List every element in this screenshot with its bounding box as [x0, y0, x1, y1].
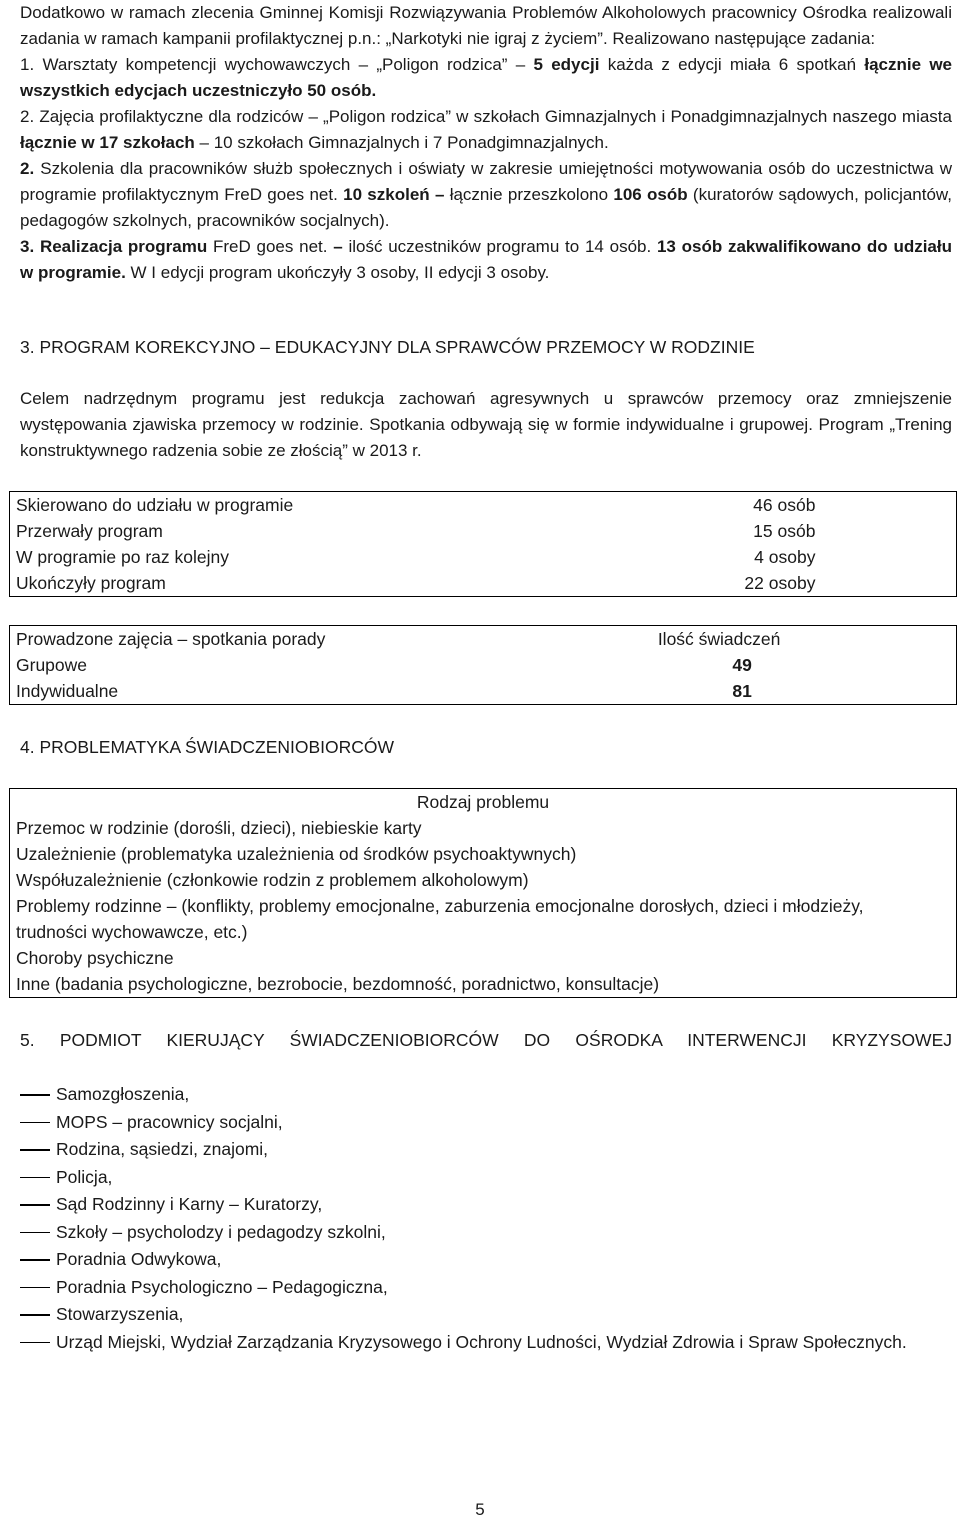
table-row [10, 893, 957, 945]
list-item [20, 1246, 952, 1274]
table-row [10, 945, 957, 971]
section-4-heading: 4. PROBLEMATYKA ŚWIADCZENIOBIORCÓW [20, 737, 395, 757]
dash-bullet-icon [20, 1232, 50, 1234]
problems-table [9, 788, 957, 998]
dash-bullet-icon [20, 1177, 50, 1179]
table-row [10, 815, 957, 841]
stat-label: Ukończyły program [10, 570, 716, 597]
list-item-text: Samozgłoszenia, [56, 1084, 190, 1104]
list-item [20, 1081, 952, 1109]
section-5-heading: 5. PODMIOT KIERUJĄCY ŚWIADCZENIOBIORCÓW DO OŚRODKA INTERWENCJI KRYZYSOWEJ [20, 1030, 952, 1050]
item-bold: łącznie w 17 szkołach [20, 133, 195, 152]
list-item-text: Sąd Rodzinny i Karny – Kuratorzy, [56, 1194, 323, 1214]
section-3-paragraph: Celem nadrzędnym programu jest redukcja zachowań agresywnych u sprawców przemocy oraz zmniejszenie występowania zjawiska przemocy w rodzinie. Spotkania odbywają się w formie indywidualne i grupowej. Program „Trening konstruktywnego radzenia sobie ze złością” w 2013 r. [20, 389, 952, 460]
item-text: (kuratorów sądowych, policjantów, pedagogów szkolnych, pracowników socjalnych). [20, 185, 952, 230]
intro-section [20, 0, 952, 286]
list-item-text: Rodzina, sąsiedzi, znajomi, [56, 1139, 269, 1159]
section-3-heading: 3. PROGRAM KOREKCYJNO – EDUKACYJNY DLA SPRAWCÓW PRZEMOCY W RODZINIE [20, 337, 755, 357]
stat-value-text: 46 osób [753, 495, 816, 515]
list-item-text: Stowarzyszenia, [56, 1304, 184, 1324]
intro-item-4 [20, 234, 952, 286]
list-item [20, 1191, 952, 1219]
stat-value [715, 544, 956, 570]
item-text: Warsztaty kompetencji wychowawczych – „Poligon rodzica” – [34, 55, 534, 74]
item-number: 2. [20, 107, 35, 126]
item-bold: 10 szkoleń – [343, 185, 445, 204]
problem-cell: Przemoc w rodzinie (dorośli, dzieci), niebieskie karty [10, 815, 957, 841]
dash-bullet-icon [20, 1342, 50, 1344]
column-header-problem-type: Rodzaj problemu [10, 789, 957, 816]
stat-label: W programie po raz kolejny [10, 544, 716, 570]
stat-label: Skierowano do udziału w programie [10, 492, 716, 519]
item-bold: – [333, 237, 343, 256]
item-bold: łącznie we wszystkich edycjach uczestniczyło 50 osób. [20, 55, 952, 100]
intro-item-3 [20, 156, 952, 234]
column-header-sessions: Prowadzone zajęcia – spotkania porady [10, 626, 652, 653]
list-item [20, 1219, 952, 1247]
session-type: Grupowe [10, 652, 652, 678]
item-bold: 13 osób zakwalifikowano do udziału w programie. [20, 237, 952, 282]
session-count [652, 652, 957, 678]
list-item [20, 1274, 952, 1302]
stat-value [715, 492, 956, 519]
table-row [10, 570, 957, 597]
column-header-count: Ilość świadczeń [652, 626, 957, 653]
list-item-text: MOPS – pracownicy socjalni, [56, 1111, 283, 1132]
list-item-text: Szkoły – psycholodzy i pedagodzy szkolni, [56, 1221, 386, 1242]
item-text: W I edycji program ukończyły 3 osoby, II edycji 3 osoby. [125, 263, 550, 282]
dash-bullet-icon [20, 1314, 50, 1316]
stat-value-text: 15 osób [753, 521, 816, 541]
session-type: Indywidualne [10, 678, 652, 705]
item-bold: 106 osób [613, 185, 688, 204]
stat-value [715, 518, 956, 544]
dash-bullet-icon [20, 1204, 50, 1206]
table-header-row [10, 789, 957, 816]
item-bold: 5 edycji [533, 55, 600, 74]
stat-value [715, 570, 956, 597]
table-row [10, 841, 957, 867]
list-item-text: Urząd Miejski, Wydział Zarządzania Kryzysowego i Ochrony Ludności, Wydział Zdrowia i Spraw Społecznych. [56, 1331, 907, 1352]
item-bold: Realizacja programu [39, 237, 208, 256]
list-item [20, 1109, 952, 1137]
page-number: 5 [475, 1500, 485, 1519]
item-number: 1. [20, 55, 35, 74]
table-row [10, 652, 957, 678]
table-row [10, 544, 957, 570]
intro-paragraph: Dodatkowo w ramach zlecenia Gminnej Komisji Rozwiązywania Problemów Alkoholowych pracownicy Ośrodka realizowali zadania w ramach kampanii profilaktycznej p.n.: „Narkotyki nie igraj z życiem”. Realizowano następujące zadania: [20, 3, 952, 48]
table-row [10, 678, 957, 705]
list-item [20, 1329, 952, 1357]
stat-value-text: 22 osoby [744, 573, 816, 593]
dash-bullet-icon [20, 1149, 50, 1151]
list-item [20, 1136, 952, 1164]
item-text: – 10 szkołach Gimnazjalnych i 7 Ponadgimnazjalnych. [194, 133, 609, 152]
list-item [20, 1164, 952, 1192]
list-item-text: Poradnia Odwykowa, [56, 1249, 222, 1269]
stat-value-text: 4 osoby [754, 547, 816, 567]
dash-bullet-icon [20, 1122, 50, 1124]
table-row [10, 971, 957, 998]
table-row [10, 492, 957, 519]
session-count [652, 678, 957, 705]
sessions-table [9, 625, 957, 705]
item-text: FreD goes net. [207, 237, 334, 256]
item-text: każda z edycji miała 6 spotkań [599, 55, 865, 74]
table-header-row [10, 626, 957, 653]
dash-bullet-icon [20, 1287, 50, 1289]
referral-source-list [20, 1081, 952, 1356]
stat-label: Przerwały program [10, 518, 716, 544]
dash-bullet-icon [20, 1259, 50, 1261]
item-text: łącznie przeszkolono [444, 185, 614, 204]
section-3-body [20, 386, 952, 464]
problem-cell: Współuzależnienie (członkowie rodzin z problemem alkoholowym) [10, 867, 957, 893]
problem-cell: Inne (badania psychologiczne, bezrobocie, bezdomność, poradnictwo, konsultacje) [10, 971, 957, 998]
item-text: Szkolenia dla pracowników służb społecznych i oświaty w zakresie umiejętności motywowania osób do uczestnictwa w programie profilaktycznym FreD goes net. [20, 159, 952, 204]
item-number: 2. [20, 159, 35, 178]
session-count-text: 81 [732, 681, 752, 701]
list-item-text: Policja, [56, 1166, 113, 1187]
table-row [10, 867, 957, 893]
item-text: ilość uczestników programu to 14 osób. [342, 237, 657, 256]
problem-cell: Problemy rodzinne – (konflikty, problemy emocjonalne, zaburzenia emocjonalne dorosłych, dzieci i młodzieży, trudności wychowawcze, etc.) [10, 893, 957, 945]
program-stats-table [9, 491, 957, 597]
intro-item-2 [20, 104, 952, 156]
item-text: Zajęcia profilaktyczne dla rodziców – „Poligon rodzica” w szkołach Gimnazjalnych i Ponadgimnazjalnych naszego miasta [34, 107, 952, 126]
session-count-text: 49 [732, 655, 752, 675]
list-item-text: Poradnia Psychologiczno – Pedagogiczna, [56, 1276, 388, 1297]
problem-cell: Choroby psychiczne [10, 945, 957, 971]
table-row [10, 518, 957, 544]
problem-cell: Uzależnienie (problematyka uzależnienia od środków psychoaktywnych) [10, 841, 957, 867]
list-item [20, 1301, 952, 1329]
intro-item-1 [20, 52, 952, 104]
dash-bullet-icon [20, 1094, 50, 1096]
item-number: 3. [20, 237, 35, 256]
